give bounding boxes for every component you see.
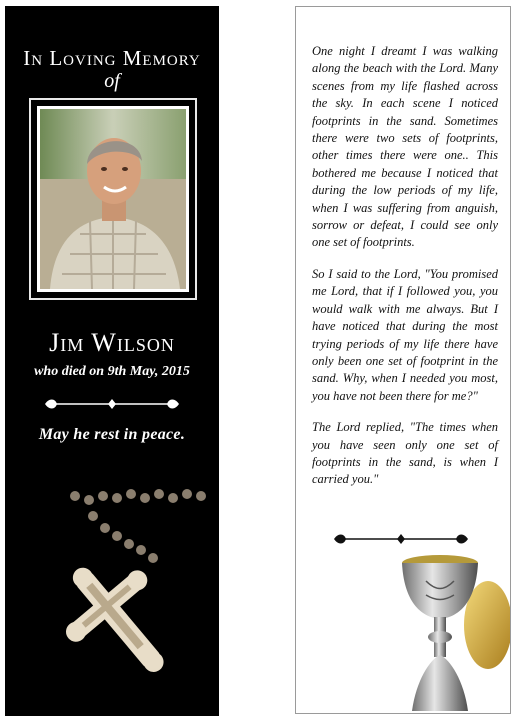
portrait-photo-icon xyxy=(40,109,186,289)
rest-in-peace: May he rest in peace. xyxy=(38,426,186,443)
poem-paragraph: One night I dreamt I was walking along the beach with the Lord. Many scenes from my life flashed across the sky. In each scene I noticed footprints in the sand. Sometimes there were two sets of footprints, other times there were one.. This bothered me because I noticed that during the low periods of my life, when I was suffering from anguish, sorrow or defeat, I could see only one set of footprints. xyxy=(312,44,498,250)
ornamental-divider-icon xyxy=(41,396,183,412)
memorial-card-left xyxy=(5,6,219,716)
memorial-of: of xyxy=(104,70,120,92)
poem-card-right xyxy=(295,6,511,714)
photo-frame xyxy=(29,98,197,300)
deceased-name: Jim Wilson xyxy=(49,328,175,357)
date-of-death: who died on 9th May, 2015 xyxy=(34,364,190,379)
poem-paragraph: The Lord replied, "The times when you have seen only one set of footprints in the sand, is when I carried you." xyxy=(312,420,498,487)
poem-paragraph: So I said to the Lord, "You promised me Lord, that if I followed you, you would walk with me always. But I have noticed that during the most trying periods of my life there have only been one set of footprint in the sand. Why, when I needed you most, you have not been there for me?" xyxy=(312,266,498,403)
chalice-icon xyxy=(396,551,510,713)
ornamental-divider-icon xyxy=(330,531,472,547)
memorial-heading: In Loving Memory xyxy=(23,46,201,70)
footprints-poem xyxy=(312,43,498,503)
rosary-crucifix-icon xyxy=(5,476,219,716)
